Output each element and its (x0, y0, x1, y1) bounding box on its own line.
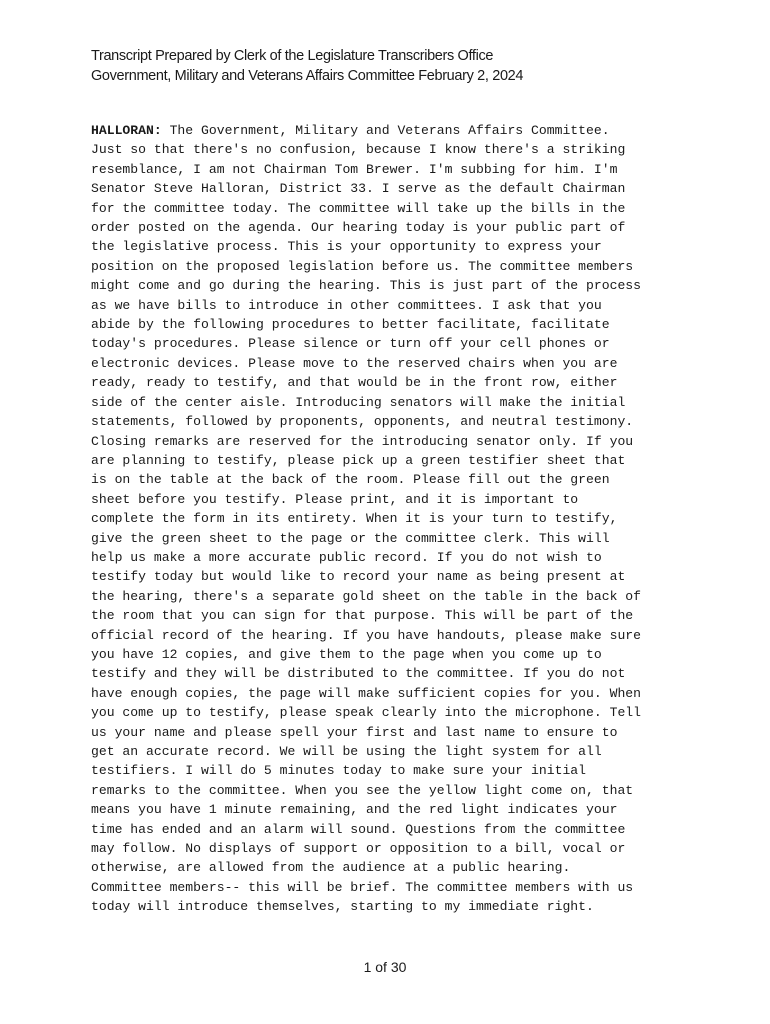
transcript-line: get an accurate record. We will be using the light system for all (91, 744, 602, 759)
transcript-line: you come up to testify, please speak clearly into the microphone. Tell (91, 705, 642, 721)
transcript-line: order posted on the agenda. Our hearing today is your public part of (91, 220, 626, 236)
transcript-line: abide by the following procedures to better facilitate, facilitate (91, 317, 610, 333)
transcript-line: help us make a more accurate public record. If you do not wish to (91, 549, 602, 565)
transcript-line: Senator Steve Halloran, District 33. I serve as the default Chairman (91, 181, 626, 197)
transcript-line: testifiers. I will do 5 minutes today to make sure your initial (91, 763, 587, 779)
transcript-line: you have 12 copies, and give them to the page when you come up to (91, 646, 602, 662)
transcript-line: for the committee today. The committee will take up the bills in the (91, 200, 626, 216)
transcript-line: the legislative process. This is your opportunity to express your (91, 239, 602, 255)
transcript-line: may follow. No displays of support or opposition to a bill, vocal or (91, 841, 626, 857)
transcript-line: the hearing, there's a separate gold sheet on the table in the back of (91, 588, 642, 604)
transcript-line: official record of the hearing. If you have handouts, please make sure (91, 627, 642, 643)
transcript-line: might come and go during the hearing. This is just part of the process (91, 278, 642, 294)
header-title: Transcript Prepared by Clerk of the Legislature Transcribers Office (91, 48, 494, 64)
transcript-line: Committee members-- this will be brief. The committee members with us (91, 879, 634, 895)
transcript-line: means you have 1 minute remaining, and the red light indicates your (91, 802, 618, 818)
transcript-line: otherwise, are allowed from the audience at a public hearing. (91, 860, 571, 876)
page-footer (0, 957, 770, 977)
transcript-line: resemblance, I am not Chairman Tom Brewer. I'm subbing for him. I'm (91, 161, 618, 177)
transcript-line: testify today but would like to record your name as being present at (91, 569, 626, 585)
transcript-first-line-text: The Government, Military and Veterans Affairs Committee. (161, 123, 610, 138)
transcript-line: sheet before you testify. Please print, and it is important to (91, 491, 579, 507)
transcript-line: position on the proposed legislation before us. The committee members (91, 258, 634, 274)
transcript-lines (91, 140, 691, 916)
transcript-first-line (91, 121, 691, 140)
transcript-line: today will introduce themselves, starting to my immediate right. (91, 899, 594, 915)
transcript-line: testify and they will be distributed to the committee. If you do not (91, 666, 626, 682)
page-header (91, 46, 523, 86)
transcript-line: give the green sheet to the page or the committee clerk. This will (91, 530, 610, 546)
transcript-line: complete the form in its entirety. When it is your turn to testify, (91, 511, 618, 527)
transcript-line: is on the table at the back of the room. Please fill out the green (91, 472, 610, 488)
transcript-line: ready, ready to testify, and that would be in the front row, either (91, 375, 618, 391)
transcript-line: are planning to testify, please pick up a green testifier sheet that (91, 452, 626, 468)
transcript-line: side of the center aisle. Introducing senators will make the initial (91, 394, 626, 410)
transcript-body (91, 121, 691, 917)
page-number: 1 of 30 (363, 959, 407, 975)
transcript-line: as we have bills to introduce in other committees. I ask that you (91, 297, 602, 313)
transcript-line: remarks to the committee. When you see the yellow light come on, that (91, 782, 634, 798)
speaker-name: HALLORAN: (91, 123, 162, 138)
transcript-line: have enough copies, the page will make sufficient copies for you. When (91, 685, 642, 701)
transcript-line: Closing remarks are reserved for the introducing senator only. If you (91, 433, 634, 449)
header-subtitle: Government, Military and Veterans Affairs Committee February 2, 2024 (91, 68, 524, 84)
transcript-line: today's procedures. Please silence or turn off your cell phones or (91, 336, 610, 352)
transcript-line: Just so that there's no confusion, because I know there's a striking (91, 142, 626, 158)
transcript-line: time has ended and an alarm will sound. Questions from the committee (91, 821, 626, 837)
transcript-line: the room that you can sign for that purpose. This will be part of the (91, 608, 634, 624)
transcript-line: us your name and please spell your first and last name to ensure to (91, 724, 618, 740)
transcript-line: electronic devices. Please move to the reserved chairs when you are (91, 355, 618, 371)
transcript-line: statements, followed by proponents, opponents, and neutral testimony. (91, 414, 634, 430)
